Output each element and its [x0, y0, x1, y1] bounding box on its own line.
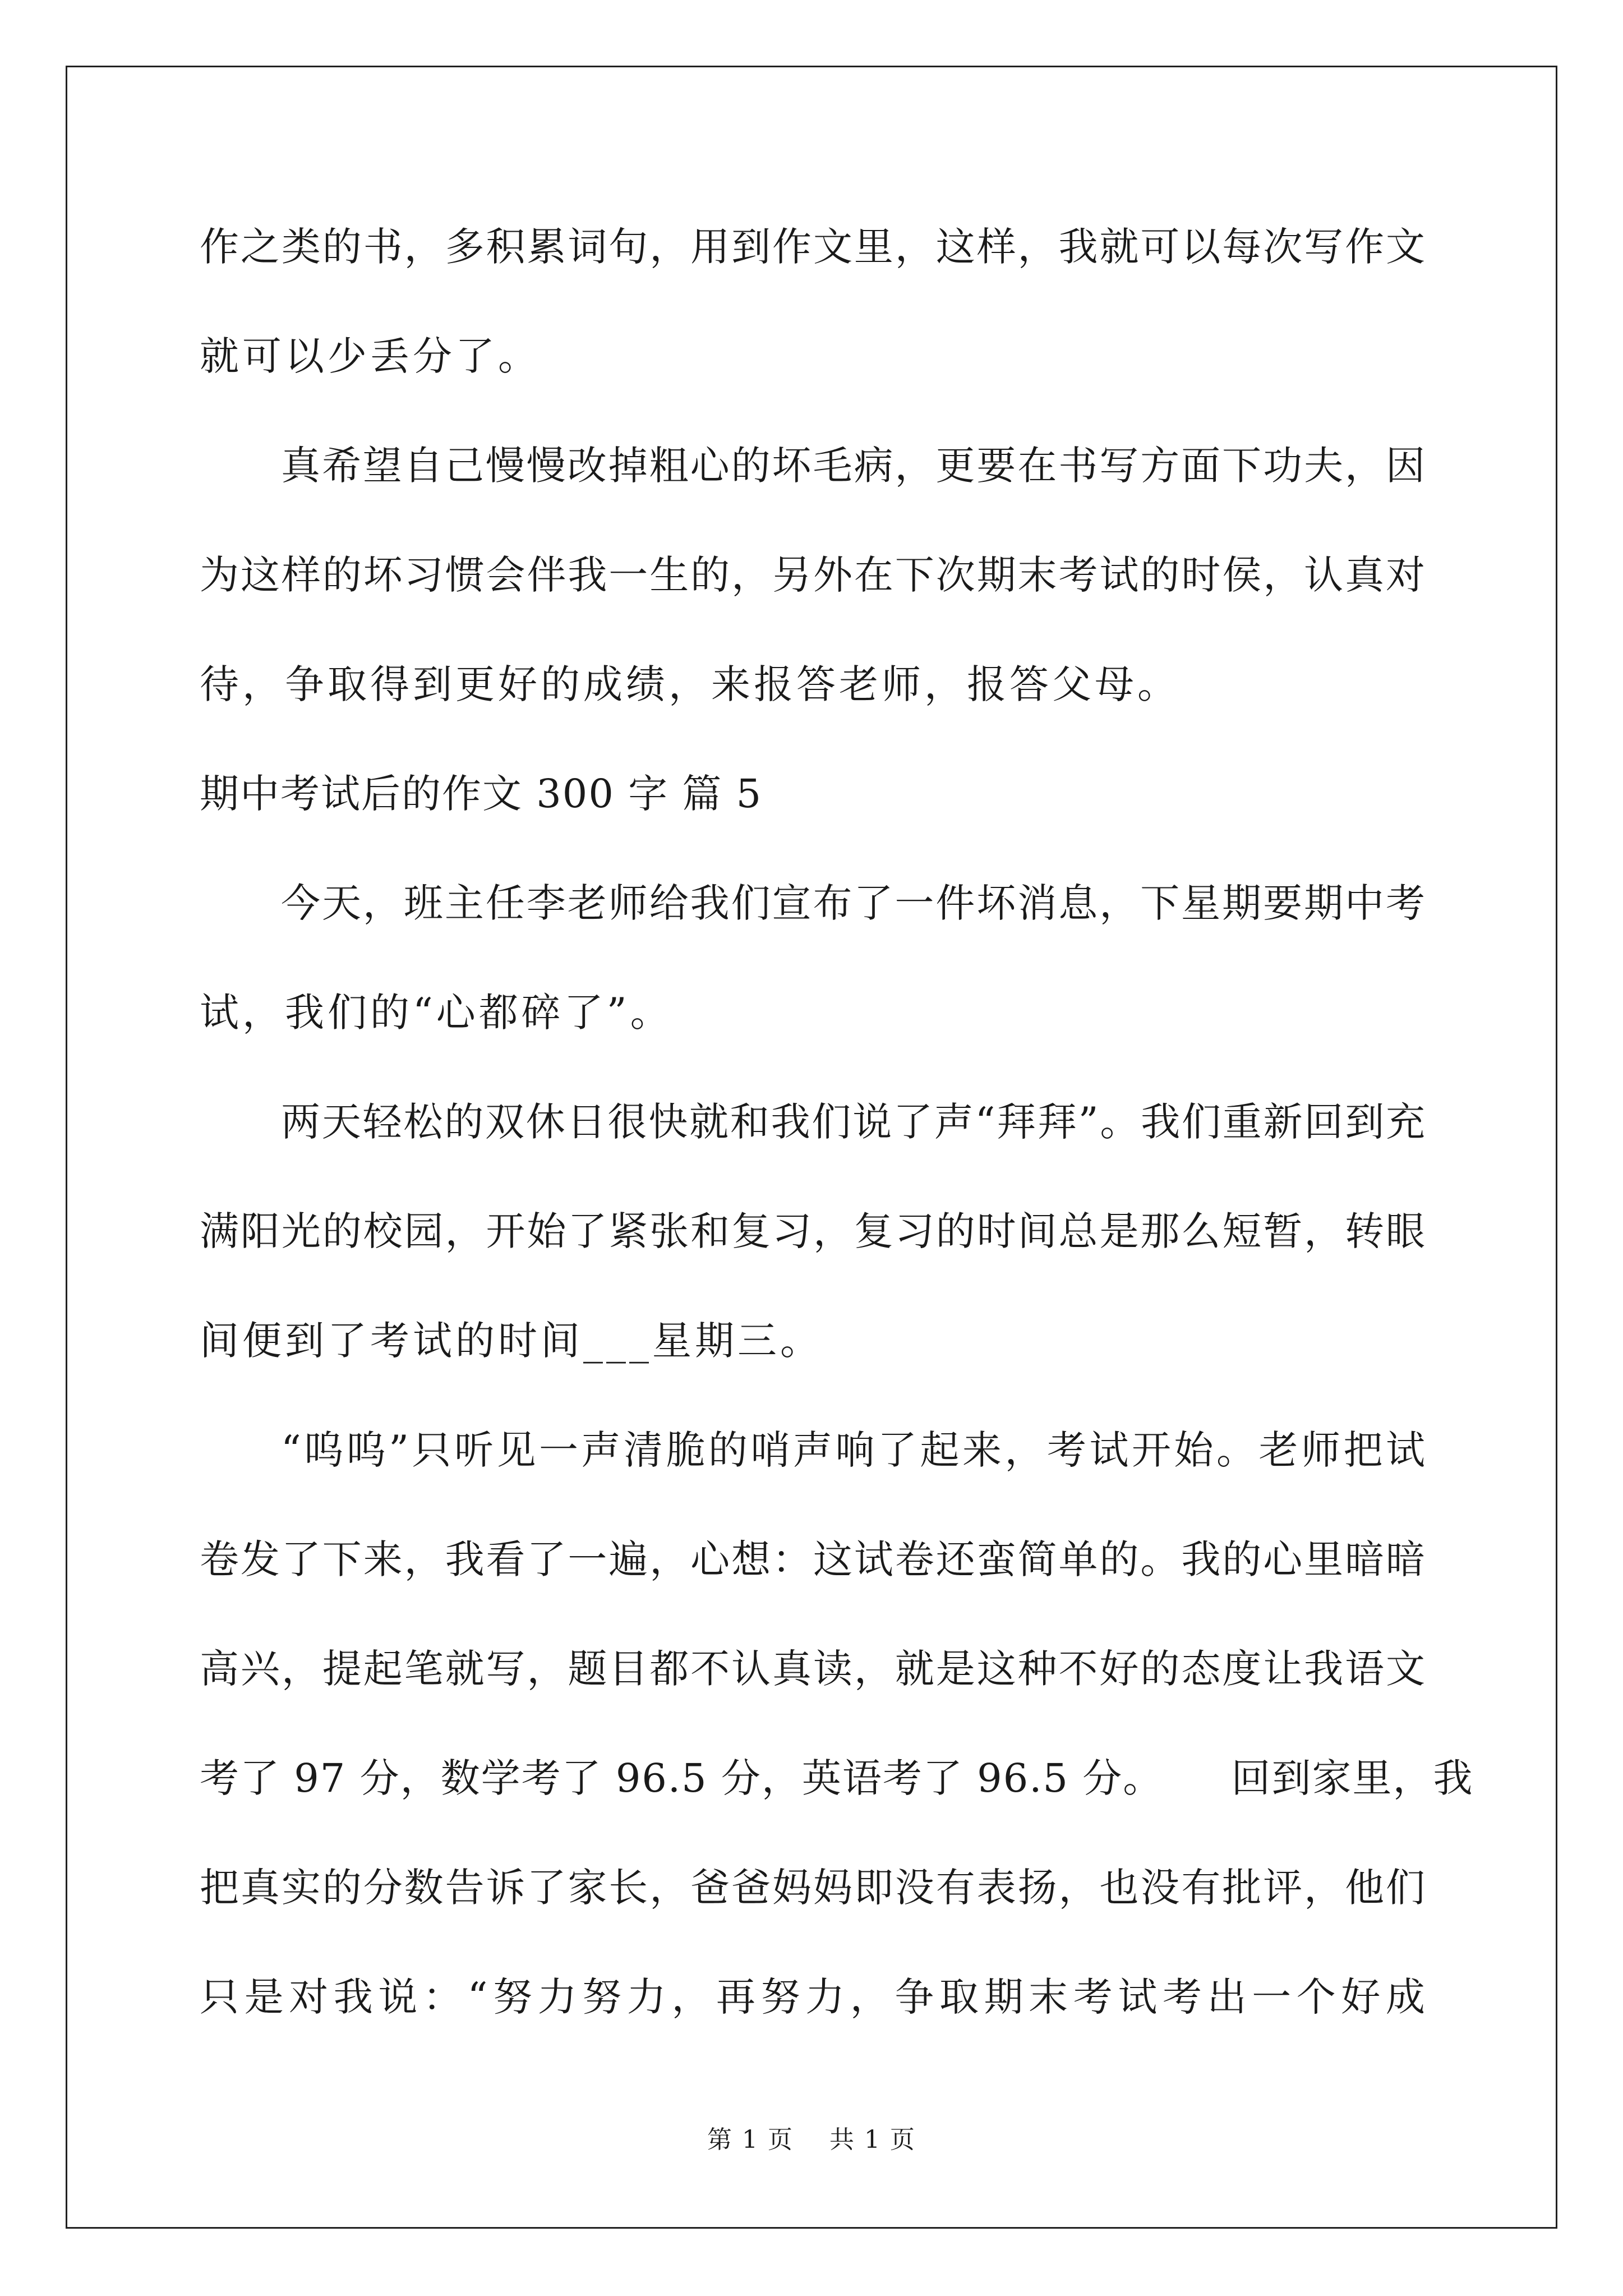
section-heading: 期中考试后的作文 300 字 篇 5 [200, 771, 763, 817]
paragraph-first-line: 真希望自己慢慢改掉粗心的坏毛病，更要在书写方面下功夫，因 [281, 443, 1425, 489]
text-line: 试，我们的“心都碎了”。 [200, 990, 673, 1036]
text-line: 高兴，提起笔就写，题目都不认真读，就是这种不好的态度让我语文 [200, 1646, 1425, 1692]
text-line: 就可以少丢分了。 [200, 333, 541, 379]
text-line: 把真实的分数告诉了家长，爸爸妈妈即没有表扬，也没有批评，他们 [200, 1865, 1425, 1911]
paragraph-first-line: “呜呜”只听见一声清脆的哨声响了起来，考试开始。老师把试 [281, 1427, 1425, 1473]
paragraph-first-line: 两天轻松的双休日很快就和我们说了声“拜拜”。我们重新回到充 [281, 1099, 1425, 1145]
text-line: 待，争取得到更好的成绩，来报答老师，报答父母。 [200, 661, 1180, 707]
text-line: 为这样的坏习惯会伴我一生的，另外在下次期末考试的时侯，认真对 [200, 552, 1425, 598]
paragraph-first-line: 今天，班主任李老师给我们宣布了一件坏消息，下星期要期中考 [281, 880, 1425, 926]
text-line: 只是对我说：“努力努力，再努力，争取期末考试考出一个好成 [200, 1974, 1425, 2020]
text-line: 作之类的书，多积累词句，用到作文里，这样，我就可以每次写作文 [200, 224, 1425, 270]
text-line: 卷发了下来，我看了一遍，心想：这试卷还蛮简单的。我的心里暗暗 [200, 1536, 1425, 1582]
text-line: 考了 97 分，数学考了 96.5 分，英语考了 96.5 分。 回到家里，我 [200, 1755, 1474, 1801]
text-line: 满阳光的校园，开始了紧张和复习，复习的时间总是那么短暂，转眼 [200, 1208, 1425, 1254]
page-number-footer: 第 1 页 共 1 页 [707, 2125, 916, 2154]
text-line: 间便到了考试的时间___星期三。 [200, 1318, 823, 1364]
